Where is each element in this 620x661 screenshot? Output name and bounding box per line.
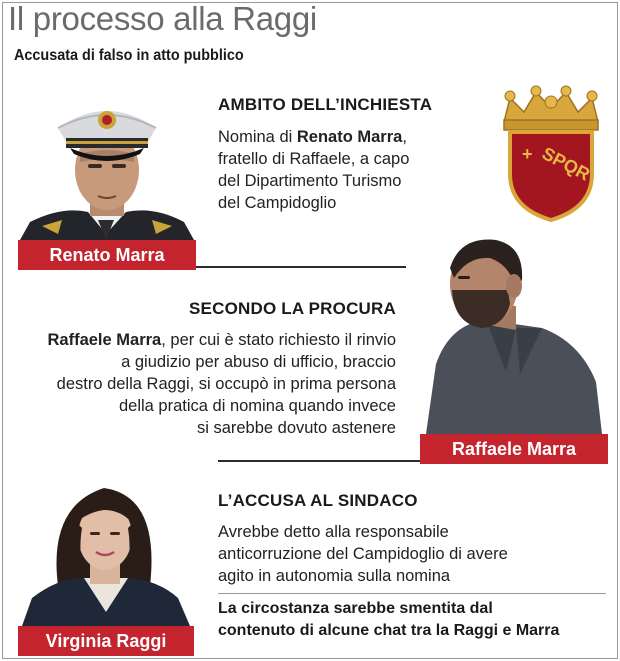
ambito-text: Nomina di Renato Marra, fratello di Raffaele, a capo del Dipartimento Turismo del Campidoglio bbox=[218, 128, 410, 212]
raffaele-marra-label: Raffaele Marra bbox=[420, 434, 608, 464]
renato-marra-label: Renato Marra bbox=[18, 240, 196, 270]
raffaele-marra-photo bbox=[420, 232, 608, 434]
svg-text:SPQR: SPQR bbox=[538, 143, 594, 185]
svg-text:+: + bbox=[522, 144, 533, 164]
procura-text: Raffaele Marra, per cui è stato richiesto il rinvio a giudizio per abuso di ufficio, braccio destro della Raggi, si occupò in prima persona della pratica di nomina quando invece si sarebbe dovuto astenere bbox=[47, 331, 396, 437]
accusa-text: Avrebbe detto alla responsabile anticorruzione del Campidoglio di avere agito in autonomia sulla nomina bbox=[218, 523, 508, 585]
divider-1 bbox=[196, 266, 406, 268]
page-title: Il processo alla Raggi bbox=[8, 0, 317, 37]
ambito-heading: AMBITO DELL’INCHIESTA bbox=[218, 95, 433, 114]
accusa-emphasis: La circostanza sarebbe smentita dal contenuto di alcune chat tra la Raggi e Marra bbox=[218, 600, 560, 639]
virginia-raggi-label: Virginia Raggi bbox=[18, 626, 194, 656]
divider-2 bbox=[218, 460, 420, 462]
page-subtitle: Accusata di falso in atto pubblico bbox=[14, 47, 244, 64]
procura-heading: SECONDO LA PROCURA bbox=[189, 299, 396, 318]
virginia-raggi-photo bbox=[18, 466, 194, 626]
renato-marra-photo bbox=[18, 84, 196, 240]
roma-emblem-icon bbox=[496, 84, 606, 224]
accusa-heading: L’ACCUSA AL SINDACO bbox=[218, 491, 418, 510]
divider-3 bbox=[218, 593, 606, 594]
